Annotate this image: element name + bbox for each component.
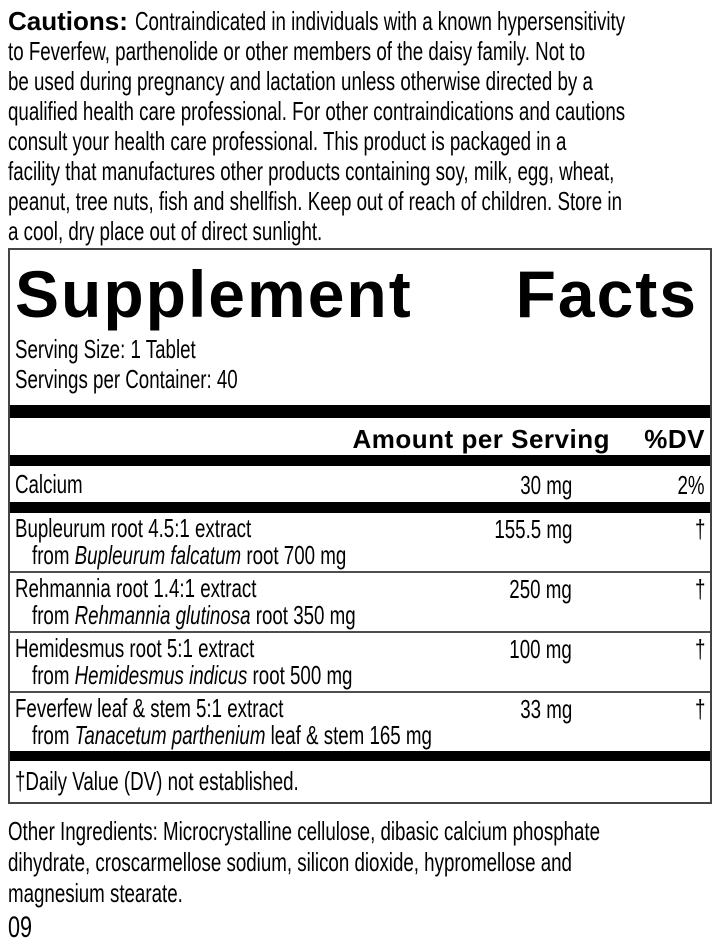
ingredient-name: Calcium	[15, 469, 83, 499]
ingredient-name: Feverfew leaf & stem 5:1 extract	[15, 693, 284, 723]
ingredient-amount: 250 mg	[509, 574, 572, 604]
serving-info	[10, 334, 710, 394]
botanical-name: Rehmannia glutinosa	[74, 600, 251, 630]
amount-column-header: Amount per Serving	[352, 424, 610, 454]
table-row-hemidesmus	[10, 631, 710, 691]
ingredient-source: from Rehmannia glutinosa root 350 mg	[32, 600, 356, 630]
table-row-bupleurum	[10, 513, 710, 571]
ingredient-name: Rehmannia root 1.4:1 extract	[15, 573, 257, 603]
cautions-text: Contraindicated in individuals with a known hypersensitivity	[135, 6, 626, 36]
supplement-facts-panel	[8, 248, 712, 804]
ingredient-name: Hemidesmus root 5:1 extract	[15, 633, 255, 663]
botanical-name: Hemidesmus indicus	[74, 660, 248, 690]
ingredient-dv: †	[694, 694, 705, 724]
panel-title	[15, 258, 698, 330]
cautions-line: peanut, tree nuts, fish and shellfish. Keep out of reach of children. Store in	[8, 186, 622, 216]
table-row-feverfew	[10, 691, 710, 751]
dv-footnote: †Daily Value (DV) not established.	[15, 766, 299, 796]
cautions-paragraph	[8, 6, 712, 246]
ingredient-amount: 155.5 mg	[493, 514, 572, 544]
ingredient-dv: †	[694, 634, 705, 664]
thick-divider-bar	[10, 502, 710, 513]
thick-divider-bar	[10, 751, 710, 761]
botanical-name: Tanacetum parthenium	[74, 720, 266, 750]
other-ingredients-line: Other Ingredients: Microcrystalline cellulose, dibasic calcium phosphate	[8, 816, 601, 846]
panel-title-word-supplement: Supplement	[15, 257, 413, 331]
ingredient-amount: 100 mg	[509, 634, 572, 664]
supplement-label-page	[0, 6, 720, 945]
dv-column-header: %DV	[644, 424, 705, 454]
servings-per-container-line: Servings per Container: 40	[15, 364, 238, 394]
cautions-line: qualified health care professional. For other contraindications and cautions	[8, 96, 626, 126]
cautions-label: Cautions:	[8, 6, 128, 36]
thick-divider-bar	[10, 405, 710, 418]
other-ingredients-line: magnesium stearate.	[8, 878, 183, 908]
cautions-line: consult your health care professional. This product is packaged in a	[8, 126, 567, 156]
serving-size-line: Serving Size: 1 Tablet	[15, 334, 196, 364]
thick-divider-bar	[10, 455, 710, 466]
other-ingredients-paragraph	[8, 816, 712, 909]
label-code: 09	[8, 911, 33, 944]
ingredient-source: from Hemidesmus indicus root 500 mg	[32, 660, 353, 690]
table-row-rehmannia	[10, 571, 710, 631]
ingredient-dv: †	[694, 574, 705, 604]
cautions-line: a cool, dry place out of direct sunlight.	[8, 216, 323, 246]
ingredient-name: Bupleurum root 4.5:1 extract	[15, 513, 252, 543]
panel-title-word-facts: Facts	[515, 257, 698, 331]
ingredient-dv: †	[694, 514, 705, 544]
column-header-row	[10, 418, 710, 455]
ingredient-amount: 30 mg	[519, 470, 572, 500]
cautions-line: to Feverfew, parthenolide or other members of the daisy family. Not to	[8, 36, 586, 66]
other-ingredients-line: dihydrate, croscarmellose sodium, silicon dioxide, hypromellose and	[8, 847, 572, 877]
ingredient-source: from Tanacetum parthenium leaf & stem 165 mg	[32, 720, 432, 750]
ingredient-source: from Bupleurum falcatum root 700 mg	[32, 540, 347, 570]
botanical-name: Bupleurum falcatum	[74, 540, 242, 570]
ingredient-amount: 33 mg	[519, 694, 572, 724]
cautions-line	[8, 6, 712, 36]
cautions-line: facility that manufactures other products containing soy, milk, egg, wheat,	[8, 156, 615, 186]
cautions-line: be used during pregnancy and lactation unless otherwise directed by a	[8, 66, 593, 96]
ingredient-dv: 2%	[677, 470, 705, 500]
table-row-calcium	[10, 466, 710, 502]
